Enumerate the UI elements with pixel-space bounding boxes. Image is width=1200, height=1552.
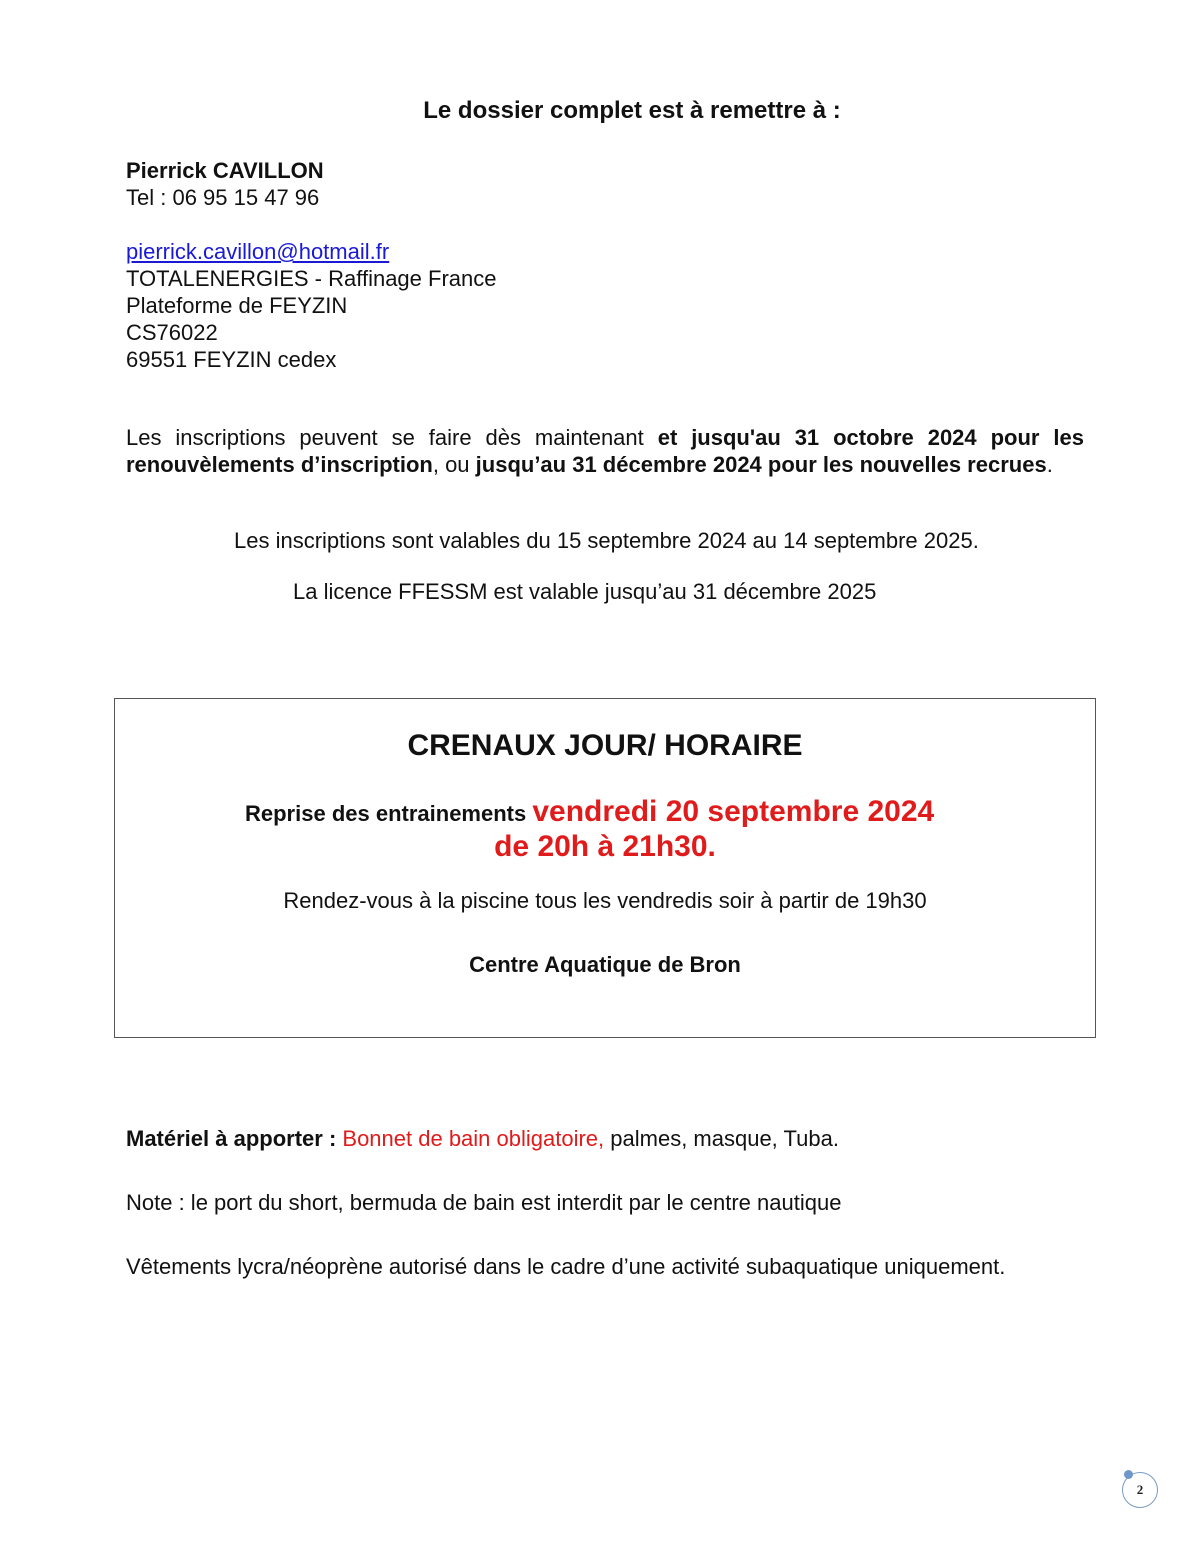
spacer [126,211,496,238]
schedule-resume-date: vendredi 20 septembre 2024 [532,795,935,828]
inscriptions-validity: Les inscriptions sont valables du 15 septembre 2024 au 14 septembre 2025. [234,528,979,553]
schedule-title: CRENAUX JOUR/ HORAIRE [407,729,803,762]
contact-company: TOTALENERGIES - Raffinage France [126,266,497,291]
inscriptions-text-2: , ou [432,452,476,477]
license-validity: La licence FFESSM est valable jusqu’au 31 décembre 2025 [293,579,877,604]
schedule-resume-time: de 20h à 21h30. [494,830,716,863]
contact-email-link[interactable]: pierrick.cavillon@hotmail.fr [126,239,390,264]
schedule-box [114,698,1096,1038]
schedule-meeting: Rendez-vous à la piscine tous les vendredis soir à partir de 19h30 [283,888,927,913]
inscriptions-paragraph [126,424,1084,478]
schedule-place: Centre Aquatique de Bron [469,952,741,977]
schedule-resume-label: Reprise des entrainements [245,801,533,826]
inscriptions-renewal-deadline: et jusqu'au 31 octobre 2024 pour les renouvèlements d’inscription [126,425,1084,477]
equipment-required: Bonnet de bain obligatoire, [342,1126,605,1151]
contact-city: 69551 FEYZIN cedex [126,347,337,372]
inscriptions-new-deadline: jusqu’au 31 décembre 2024 pour les nouvelles recrues [475,452,1047,477]
page-number: 2 [1122,1472,1158,1508]
clothing-line: Vêtements lycra/néoprène autorisé dans le cadre d’une activité subaquatique uniquement. [126,1254,1006,1279]
contact-cs: CS76022 [126,320,218,345]
note-line: Note : le port du short, bermuda de bain est interdit par le centre nautique [126,1190,842,1215]
contact-site: Plateforme de FEYZIN [126,293,348,318]
equipment-label: Matériel à apporter : [126,1126,343,1151]
inscriptions-text-3: . [1046,452,1053,477]
contact-phone: Tel : 06 95 15 47 96 [126,185,320,210]
contact-block [126,157,496,373]
contact-name: Pierrick CAVILLON [126,158,324,183]
page-heading: Le dossier complet est à remettre à : [423,97,841,124]
schedule-resume-line [245,795,934,829]
page-number-dot-icon [1124,1470,1133,1479]
equipment-others: palmes, masque, Tuba. [604,1126,839,1151]
equipment-line [126,1126,839,1152]
inscriptions-text-1: Les inscriptions peuvent se faire dès maintenant [126,425,658,450]
